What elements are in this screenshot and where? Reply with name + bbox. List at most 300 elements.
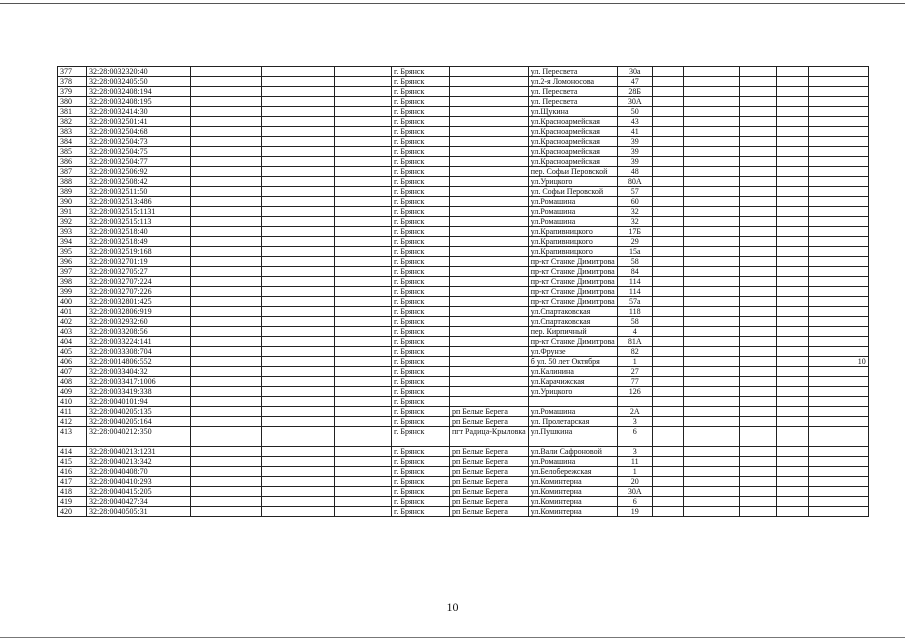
empty-cell — [262, 497, 335, 507]
empty-cell — [683, 287, 739, 297]
empty-cell — [739, 107, 776, 117]
empty-cell — [739, 97, 776, 107]
cadastral-number-cell: 32:28:0033208:56 — [87, 327, 191, 337]
city-cell: г. Брянск — [392, 187, 450, 197]
house-number-cell: 6 — [617, 497, 652, 507]
cadastral-number-cell: 32:28:0032515:113 — [87, 217, 191, 227]
table-row — [58, 247, 869, 257]
house-number-cell: 19 — [617, 507, 652, 517]
cadastral-number-cell: 32:28:0032320:40 — [87, 67, 191, 77]
street-cell: ул.Вали Сафроновой — [528, 447, 617, 457]
settlement-cell — [450, 357, 529, 367]
empty-cell — [683, 307, 739, 317]
cadastral-number-cell: 32:28:0032504:75 — [87, 147, 191, 157]
empty-cell — [191, 457, 262, 467]
empty-cell — [335, 427, 392, 447]
settlement-cell — [450, 187, 529, 197]
empty-cell — [776, 427, 808, 447]
empty-cell — [683, 187, 739, 197]
empty-cell — [776, 327, 808, 337]
empty-cell — [652, 117, 683, 127]
empty-cell — [652, 127, 683, 137]
empty-cell — [191, 297, 262, 307]
empty-cell — [739, 417, 776, 427]
row-number-cell: 391 — [58, 207, 87, 217]
house-number-cell: 39 — [617, 137, 652, 147]
empty-cell — [335, 327, 392, 337]
street-cell: ул.Крапивницкого — [528, 237, 617, 247]
table-row — [58, 287, 869, 297]
empty-cell — [335, 277, 392, 287]
empty-cell — [683, 67, 739, 77]
empty-cell — [191, 487, 262, 497]
empty-cell — [683, 297, 739, 307]
table-row — [58, 147, 869, 157]
empty-cell — [191, 287, 262, 297]
empty-cell — [683, 467, 739, 477]
empty-cell — [683, 427, 739, 447]
street-cell: ул.Урицкого — [528, 177, 617, 187]
empty-cell — [776, 407, 808, 417]
empty-cell — [191, 427, 262, 447]
settlement-cell — [450, 227, 529, 237]
street-cell: ул.Крапивницкого — [528, 247, 617, 257]
empty-cell — [776, 277, 808, 287]
empty-cell — [683, 137, 739, 147]
row-number-cell: 400 — [58, 297, 87, 307]
empty-cell — [776, 307, 808, 317]
settlement-cell — [450, 107, 529, 117]
settlement-cell — [450, 337, 529, 347]
empty-cell — [776, 137, 808, 147]
table-row — [58, 107, 869, 117]
house-number-cell: 81А — [617, 337, 652, 347]
house-number-cell: 30А — [617, 487, 652, 497]
empty-cell — [652, 297, 683, 307]
row-number-cell: 389 — [58, 187, 87, 197]
street-cell: пер. Софьи Перовской — [528, 167, 617, 177]
empty-cell — [776, 197, 808, 207]
city-cell: г. Брянск — [392, 237, 450, 247]
empty-cell — [262, 217, 335, 227]
cadastral-number-cell: 32:28:0032518:49 — [87, 237, 191, 247]
empty-cell — [683, 417, 739, 427]
table-row — [58, 367, 869, 377]
empty-cell — [739, 297, 776, 307]
street-cell: ул.Спартаковская — [528, 317, 617, 327]
table-row — [58, 447, 869, 457]
area-cell — [808, 257, 868, 267]
street-cell: ул. Софьи Перовской — [528, 187, 617, 197]
empty-cell — [262, 387, 335, 397]
empty-cell — [262, 167, 335, 177]
empty-cell — [652, 147, 683, 157]
street-cell: ул.Ромашина — [528, 217, 617, 227]
empty-cell — [683, 217, 739, 227]
city-cell: г. Брянск — [392, 497, 450, 507]
house-number-cell: 50 — [617, 107, 652, 117]
table-row — [58, 487, 869, 497]
empty-cell — [683, 277, 739, 287]
house-number-cell: 2А — [617, 407, 652, 417]
settlement-cell — [450, 127, 529, 137]
city-cell: г. Брянск — [392, 347, 450, 357]
cadastral-number-cell: 32:28:0040505:31 — [87, 507, 191, 517]
row-number-cell: 419 — [58, 497, 87, 507]
house-number-cell: 80А — [617, 177, 652, 187]
street-cell: пер. Кирпичный — [528, 327, 617, 337]
empty-cell — [776, 117, 808, 127]
empty-cell — [652, 337, 683, 347]
empty-cell — [739, 487, 776, 497]
city-cell: г. Брянск — [392, 77, 450, 87]
empty-cell — [335, 97, 392, 107]
empty-cell — [776, 217, 808, 227]
settlement-cell — [450, 307, 529, 317]
empty-cell — [739, 337, 776, 347]
house-number-cell: 30А — [617, 97, 652, 107]
cadastral-number-cell: 32:28:0032408:194 — [87, 87, 191, 97]
empty-cell — [683, 507, 739, 517]
table-row — [58, 477, 869, 487]
empty-cell — [683, 107, 739, 117]
empty-cell — [191, 397, 262, 407]
empty-cell — [739, 477, 776, 487]
empty-cell — [683, 207, 739, 217]
row-number-cell: 403 — [58, 327, 87, 337]
empty-cell — [776, 97, 808, 107]
cadastral-number-cell: 32:28:0032513:486 — [87, 197, 191, 207]
settlement-cell — [450, 387, 529, 397]
empty-cell — [776, 297, 808, 307]
row-number-cell: 402 — [58, 317, 87, 327]
empty-cell — [191, 267, 262, 277]
empty-cell — [191, 497, 262, 507]
house-number-cell: 60 — [617, 197, 652, 207]
cadastral-number-cell: 32:28:0014806:552 — [87, 357, 191, 367]
table-row — [58, 207, 869, 217]
settlement-cell — [450, 207, 529, 217]
house-number-cell: 77 — [617, 377, 652, 387]
house-number-cell: 4 — [617, 327, 652, 337]
settlement-cell — [450, 377, 529, 387]
area-cell — [808, 407, 868, 417]
empty-cell — [652, 167, 683, 177]
settlement-cell: рп Белые Берега — [450, 477, 529, 487]
row-number-cell: 396 — [58, 257, 87, 267]
empty-cell — [191, 357, 262, 367]
cadastral-number-cell: 32:28:0032508:42 — [87, 177, 191, 187]
empty-cell — [776, 387, 808, 397]
street-cell: ул.Красноармейская — [528, 137, 617, 147]
row-number-cell: 390 — [58, 197, 87, 207]
empty-cell — [739, 147, 776, 157]
house-number-cell: 43 — [617, 117, 652, 127]
house-number-cell: 114 — [617, 287, 652, 297]
empty-cell — [262, 357, 335, 367]
table-row — [58, 237, 869, 247]
city-cell: г. Брянск — [392, 417, 450, 427]
street-cell: пр-кт Станке Димитрова — [528, 287, 617, 297]
street-cell: ул.Коминтерна — [528, 477, 617, 487]
empty-cell — [335, 127, 392, 137]
empty-cell — [262, 67, 335, 77]
house-number-cell: 58 — [617, 317, 652, 327]
empty-cell — [191, 327, 262, 337]
street-cell: ул.2-я Ломоносова — [528, 77, 617, 87]
empty-cell — [683, 257, 739, 267]
empty-cell — [683, 397, 739, 407]
empty-cell — [776, 127, 808, 137]
street-cell: пр-кт Станке Димитрова — [528, 337, 617, 347]
table-row — [58, 417, 869, 427]
house-number-cell: 39 — [617, 147, 652, 157]
area-cell — [808, 207, 868, 217]
area-cell — [808, 467, 868, 477]
city-cell: г. Брянск — [392, 327, 450, 337]
street-cell: пр-кт Станке Димитрова — [528, 277, 617, 287]
area-cell — [808, 197, 868, 207]
empty-cell — [776, 227, 808, 237]
city-cell: г. Брянск — [392, 147, 450, 157]
empty-cell — [739, 217, 776, 227]
settlement-cell — [450, 157, 529, 167]
empty-cell — [683, 407, 739, 417]
empty-cell — [776, 87, 808, 97]
empty-cell — [335, 237, 392, 247]
empty-cell — [683, 337, 739, 347]
row-number-cell: 388 — [58, 177, 87, 187]
city-cell: г. Брянск — [392, 227, 450, 237]
row-number-cell: 382 — [58, 117, 87, 127]
city-cell: г. Брянск — [392, 387, 450, 397]
empty-cell — [683, 317, 739, 327]
table-row — [58, 337, 869, 347]
empty-cell — [739, 187, 776, 197]
street-cell: ул.Карачижская — [528, 377, 617, 387]
empty-cell — [739, 237, 776, 247]
settlement-cell — [450, 117, 529, 127]
area-cell — [808, 337, 868, 347]
empty-cell — [262, 107, 335, 117]
row-number-cell: 383 — [58, 127, 87, 137]
city-cell: г. Брянск — [392, 117, 450, 127]
area-cell — [808, 387, 868, 397]
empty-cell — [776, 377, 808, 387]
city-cell: г. Брянск — [392, 217, 450, 227]
empty-cell — [683, 77, 739, 87]
empty-cell — [776, 107, 808, 117]
empty-cell — [262, 267, 335, 277]
table-row — [58, 257, 869, 267]
area-cell — [808, 297, 868, 307]
empty-cell — [262, 407, 335, 417]
empty-cell — [191, 407, 262, 417]
settlement-cell — [450, 257, 529, 267]
street-cell: ул.Ромашина — [528, 457, 617, 467]
cadastral-number-cell: 32:28:0032806:919 — [87, 307, 191, 317]
area-cell: 10 — [808, 357, 868, 367]
area-cell — [808, 277, 868, 287]
house-number-cell: 32 — [617, 207, 652, 217]
row-number-cell: 380 — [58, 97, 87, 107]
area-cell — [808, 117, 868, 127]
table-row — [58, 277, 869, 287]
empty-cell — [652, 257, 683, 267]
cadastral-number-cell: 32:28:0040427:34 — [87, 497, 191, 507]
city-cell: г. Брянск — [392, 467, 450, 477]
area-cell — [808, 267, 868, 277]
empty-cell — [652, 137, 683, 147]
settlement-cell — [450, 217, 529, 227]
empty-cell — [739, 357, 776, 367]
empty-cell — [739, 247, 776, 257]
row-number-cell: 392 — [58, 217, 87, 227]
city-cell: г. Брянск — [392, 397, 450, 407]
empty-cell — [335, 247, 392, 257]
empty-cell — [335, 507, 392, 517]
empty-cell — [776, 447, 808, 457]
row-number-cell: 377 — [58, 67, 87, 77]
settlement-cell: рп Белые Берега — [450, 447, 529, 457]
city-cell: г. Брянск — [392, 107, 450, 117]
empty-cell — [652, 97, 683, 107]
house-number-cell: 3 — [617, 447, 652, 457]
empty-cell — [776, 317, 808, 327]
street-cell: ул.Коминтерна — [528, 507, 617, 517]
empty-cell — [191, 417, 262, 427]
city-cell: г. Брянск — [392, 247, 450, 257]
settlement-cell — [450, 317, 529, 327]
empty-cell — [739, 117, 776, 127]
empty-cell — [652, 487, 683, 497]
empty-cell — [776, 477, 808, 487]
area-cell — [808, 307, 868, 317]
empty-cell — [652, 77, 683, 87]
row-number-cell: 399 — [58, 287, 87, 297]
street-cell: ул.Крапивницкого — [528, 227, 617, 237]
table-row — [58, 67, 869, 77]
table-row — [58, 317, 869, 327]
empty-cell — [739, 327, 776, 337]
area-cell — [808, 327, 868, 337]
city-cell: г. Брянск — [392, 447, 450, 457]
area-cell — [808, 157, 868, 167]
table-row — [58, 407, 869, 417]
row-number-cell: 394 — [58, 237, 87, 247]
empty-cell — [262, 97, 335, 107]
house-number-cell: 39 — [617, 157, 652, 167]
settlement-cell: рп Белые Берега — [450, 507, 529, 517]
empty-cell — [191, 137, 262, 147]
area-cell — [808, 377, 868, 387]
row-number-cell: 398 — [58, 277, 87, 287]
empty-cell — [191, 367, 262, 377]
city-cell: г. Брянск — [392, 367, 450, 377]
empty-cell — [335, 307, 392, 317]
area-cell — [808, 187, 868, 197]
empty-cell — [652, 447, 683, 457]
empty-cell — [335, 317, 392, 327]
empty-cell — [652, 187, 683, 197]
empty-cell — [191, 77, 262, 87]
area-cell — [808, 67, 868, 77]
settlement-cell — [450, 137, 529, 147]
empty-cell — [191, 247, 262, 257]
city-cell: г. Брянск — [392, 87, 450, 97]
settlement-cell: рп Белые Берега — [450, 457, 529, 467]
street-cell: б ул. 50 лет Октября — [528, 357, 617, 367]
street-cell: ул.Коминтерна — [528, 497, 617, 507]
empty-cell — [739, 457, 776, 467]
settlement-cell: рп Белые Берега — [450, 497, 529, 507]
street-cell: ул.Красноармейская — [528, 117, 617, 127]
empty-cell — [262, 337, 335, 347]
empty-cell — [335, 467, 392, 477]
city-cell: г. Брянск — [392, 267, 450, 277]
city-cell: г. Брянск — [392, 507, 450, 517]
empty-cell — [683, 347, 739, 357]
empty-cell — [335, 417, 392, 427]
settlement-cell — [450, 197, 529, 207]
empty-cell — [683, 477, 739, 487]
street-cell — [528, 397, 617, 407]
row-number-cell: 408 — [58, 377, 87, 387]
settlement-cell — [450, 147, 529, 157]
house-number-cell — [617, 397, 652, 407]
empty-cell — [652, 227, 683, 237]
empty-cell — [652, 267, 683, 277]
street-cell: пр-кт Станке Димитрова — [528, 267, 617, 277]
settlement-cell — [450, 77, 529, 87]
empty-cell — [739, 157, 776, 167]
house-number-cell: 32 — [617, 217, 652, 227]
empty-cell — [683, 237, 739, 247]
settlement-cell: рп Белые Берега — [450, 407, 529, 417]
table-row — [58, 327, 869, 337]
city-cell: г. Брянск — [392, 137, 450, 147]
area-cell — [808, 497, 868, 507]
house-number-cell: 84 — [617, 267, 652, 277]
empty-cell — [191, 347, 262, 357]
cadastral-number-cell: 32:28:0033224:141 — [87, 337, 191, 347]
empty-cell — [739, 77, 776, 87]
empty-cell — [191, 227, 262, 237]
empty-cell — [739, 197, 776, 207]
empty-cell — [776, 487, 808, 497]
settlement-cell — [450, 237, 529, 247]
empty-cell — [652, 317, 683, 327]
city-cell: г. Брянск — [392, 207, 450, 217]
empty-cell — [191, 97, 262, 107]
settlement-cell: рп Белые Берега — [450, 467, 529, 477]
empty-cell — [739, 67, 776, 77]
house-number-cell: 118 — [617, 307, 652, 317]
house-number-cell: 58 — [617, 257, 652, 267]
area-cell — [808, 167, 868, 177]
empty-cell — [191, 197, 262, 207]
settlement-cell — [450, 87, 529, 97]
table-row — [58, 77, 869, 87]
house-number-cell: 28Б — [617, 87, 652, 97]
empty-cell — [683, 127, 739, 137]
empty-cell — [739, 177, 776, 187]
cadastral-number-cell: 32:28:0032408:195 — [87, 97, 191, 107]
city-cell: г. Брянск — [392, 487, 450, 497]
cadastral-number-cell: 32:28:0032932:60 — [87, 317, 191, 327]
street-cell: ул.Ромашина — [528, 207, 617, 217]
empty-cell — [335, 357, 392, 367]
